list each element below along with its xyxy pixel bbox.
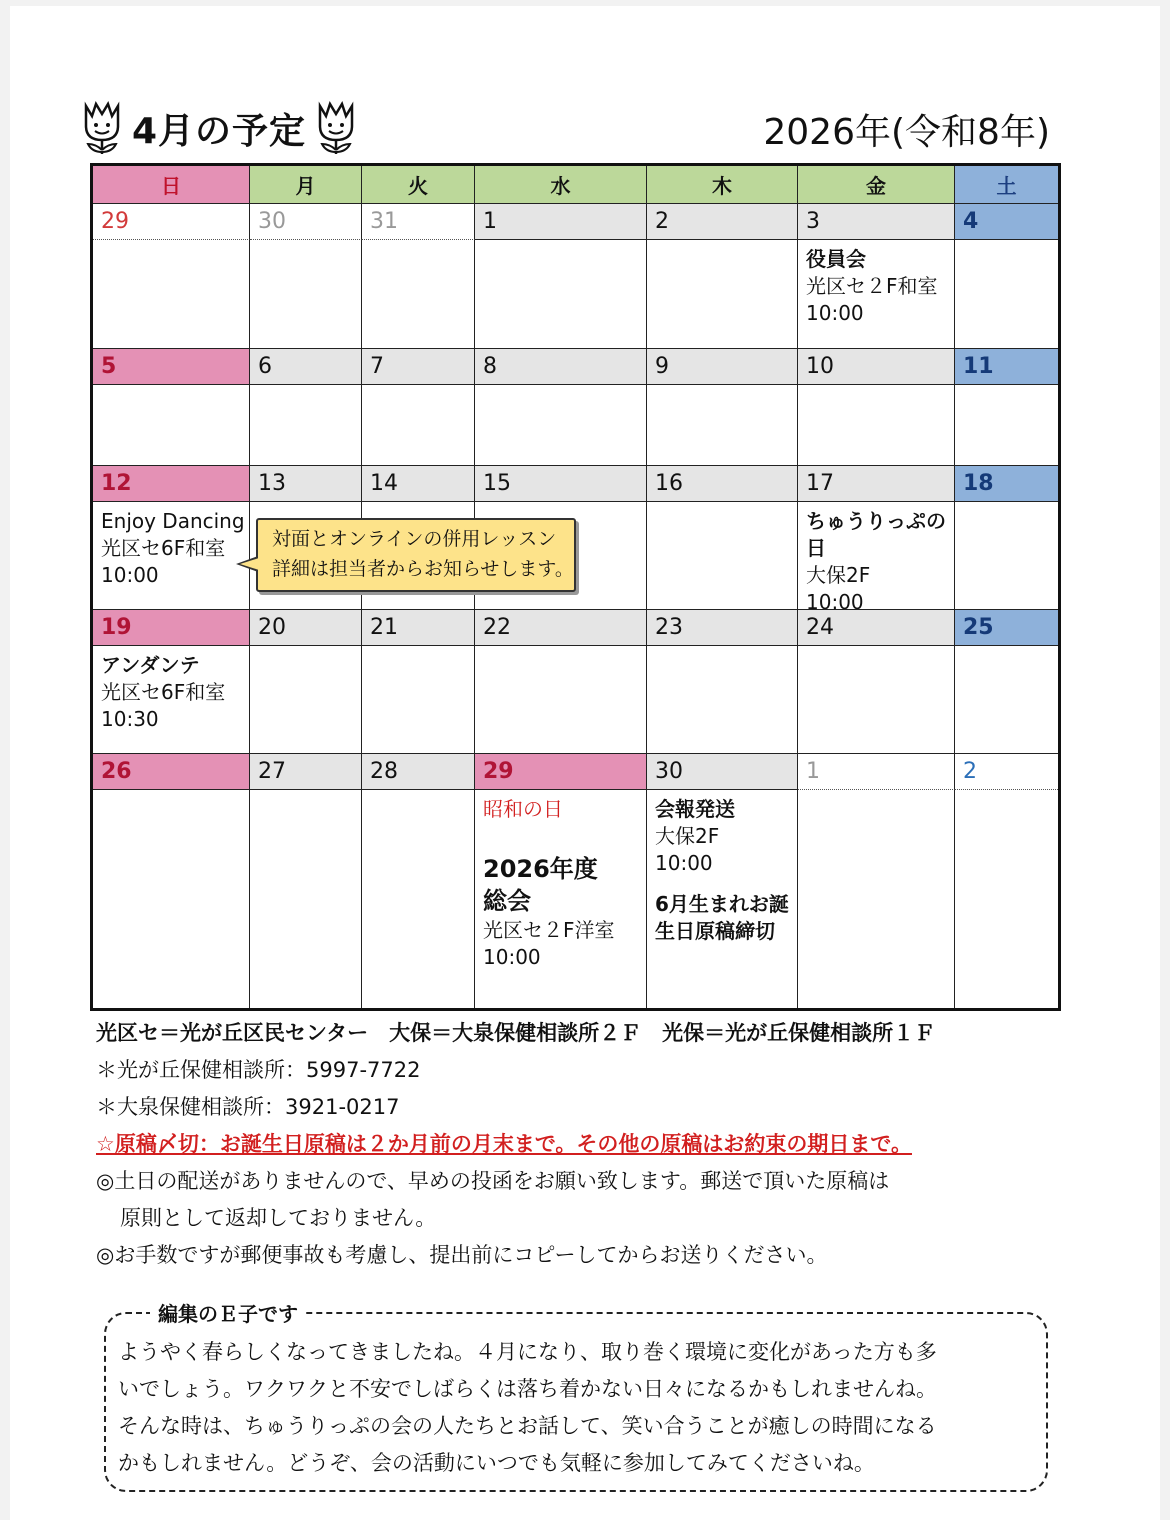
event-cell — [647, 385, 798, 466]
event-note: 生日原稿締切 — [655, 919, 775, 943]
date-cell: 9 — [647, 349, 798, 385]
date-cell: 21 — [362, 610, 475, 646]
weekday-header-wed: 水 — [475, 166, 647, 204]
editor-title: 編集のＥ子です — [150, 1298, 306, 1327]
event-cell — [475, 790, 647, 1008]
tulip-icon — [314, 100, 358, 156]
weekday-header-mon: 月 — [250, 166, 362, 204]
callout-line: 詳細は担当者からお知らせします。 — [272, 558, 574, 580]
editor-line: かもしれません。どうぞ、会の活動にいつでも気軽に参加してみてくださいね。 — [118, 1451, 875, 1475]
event-cell — [955, 385, 1058, 466]
date-cell: 1 — [475, 204, 647, 240]
date-cell: 17 — [798, 466, 955, 502]
tulip-icon — [80, 100, 124, 156]
event-cell — [647, 240, 798, 349]
date-cell: 5 — [93, 349, 250, 385]
date-cell: 15 — [475, 466, 647, 502]
event-place: 光区セ6F和室 — [101, 536, 226, 560]
page-title: 4月の予定 — [132, 110, 307, 152]
event-time: 10:00 — [101, 563, 159, 587]
weekday-header-thu: 木 — [647, 166, 798, 204]
event-cell — [250, 385, 362, 466]
event-cell — [647, 502, 798, 610]
event-cell — [798, 502, 955, 610]
event-cell — [798, 646, 955, 754]
event-place: 光区セ２F和室 — [806, 274, 938, 298]
event-cell — [362, 646, 475, 754]
phone-note: ＊大泉保健相談所：3921-0217 — [96, 1095, 400, 1119]
lesson-callout — [256, 518, 576, 592]
date-cell: 19 — [93, 610, 250, 646]
date-cell: 10 — [798, 349, 955, 385]
date-cell: 3 — [798, 204, 955, 240]
date-cell: 29 — [93, 204, 250, 240]
date-cell: 30 — [647, 754, 798, 790]
date-cell: 23 — [647, 610, 798, 646]
deadline-note: ☆原稿〆切：お誕生日原稿は２か月前の月末まで。その他の原稿はお約束の期日まで。 — [96, 1132, 912, 1156]
event-name: 2026年度 — [483, 855, 598, 883]
editor-line: いでしょう。ワクワクと不安でしばらくは落ち着かない日々になるかもしれませんね。 — [118, 1377, 937, 1401]
event-place: 大保2F — [655, 824, 720, 848]
date-cell: 31 — [362, 204, 475, 240]
date-cell: 22 — [475, 610, 647, 646]
event-cell — [93, 385, 250, 466]
mail-note: ◎土日の配送がありませんので、早めの投函をお願い致します。郵送で頂いた原稿は — [96, 1169, 890, 1193]
event-cell — [955, 240, 1058, 349]
event-cell — [798, 790, 955, 1008]
date-cell: 28 — [362, 754, 475, 790]
event-place: 光区セ6F和室 — [101, 680, 226, 704]
event-cell — [93, 790, 250, 1008]
date-cell: 30 — [250, 204, 362, 240]
event-time: 10:00 — [806, 590, 864, 610]
event-name: ちゅうりっぷの日 — [806, 509, 946, 560]
date-cell: 2 — [647, 204, 798, 240]
event-cell — [250, 240, 362, 349]
event-cell — [362, 790, 475, 1008]
date-cell: 18 — [955, 466, 1058, 502]
weekday-header-sat: 土 — [955, 166, 1058, 204]
editor-box — [104, 1312, 1048, 1492]
event-cell — [647, 646, 798, 754]
event-cell — [93, 502, 250, 610]
event-cell — [362, 240, 475, 349]
event-cell — [93, 240, 250, 349]
date-cell: 7 — [362, 349, 475, 385]
weekday-header-sun: 日 — [93, 166, 250, 204]
phone-note: ＊光が丘保健相談所：5997-7722 — [96, 1058, 421, 1082]
event-cell — [798, 240, 955, 349]
event-place: 大保2F — [806, 563, 871, 587]
weekday-header-tue: 火 — [362, 166, 475, 204]
date-cell: 20 — [250, 610, 362, 646]
date-cell: 11 — [955, 349, 1058, 385]
event-time: 10:00 — [483, 945, 541, 969]
date-cell: 2 — [955, 754, 1058, 790]
event-cell — [475, 240, 647, 349]
date-cell: 8 — [475, 349, 647, 385]
event-place: 光区セ２F洋室 — [483, 918, 615, 942]
date-cell: 29 — [475, 754, 647, 790]
date-cell: 27 — [250, 754, 362, 790]
event-cell — [955, 790, 1058, 1008]
date-cell: 12 — [93, 466, 250, 502]
event-cell — [647, 790, 798, 1008]
date-cell: 24 — [798, 610, 955, 646]
holiday-label: 昭和の日 — [483, 797, 563, 821]
date-cell: 4 — [955, 204, 1058, 240]
event-name-2: 総会 — [483, 887, 531, 915]
event-cell — [955, 502, 1058, 610]
mail-note: 原則として返却しておりません。 — [120, 1206, 437, 1230]
year-label: 2026年(令和8年) — [763, 112, 1050, 153]
abbreviation-note: 光区セ＝光が丘区民センター 大保＝大泉保健相談所２Ｆ 光保＝光が丘保健相談所１Ｆ — [96, 1021, 936, 1045]
editor-line: そんな時は、ちゅうりっぷの会の人たちとお話して、笑い合うことが癒しの時間になる — [118, 1414, 937, 1438]
event-cell — [93, 646, 250, 754]
event-name: 役員会 — [806, 247, 866, 271]
event-cell — [475, 646, 647, 754]
event-time: 10:00 — [806, 301, 864, 325]
date-cell: 1 — [798, 754, 955, 790]
date-cell: 26 — [93, 754, 250, 790]
date-cell: 25 — [955, 610, 1058, 646]
date-cell: 14 — [362, 466, 475, 502]
event-name: アンダンテ — [101, 653, 200, 677]
editor-line: ようやく春らしくなってきましたね。４月になり、取り巻く環境に変化があった方も多 — [118, 1340, 937, 1364]
event-cell — [250, 790, 362, 1008]
event-time: 10:00 — [655, 851, 713, 875]
event-time: 10:30 — [101, 707, 159, 731]
event-name: 会報発送 — [655, 797, 735, 821]
event-cell — [250, 646, 362, 754]
event-cell — [475, 385, 647, 466]
copy-note: ◎お手数ですが郵便事故も考慮し、提出前にコピーしてからお送りください。 — [96, 1243, 828, 1267]
date-cell: 16 — [647, 466, 798, 502]
title-row — [80, 98, 358, 158]
event-name: Enjoy Dancing — [101, 509, 245, 533]
date-cell: 13 — [250, 466, 362, 502]
event-note: 6月生まれお誕 — [655, 892, 789, 916]
event-cell — [798, 385, 955, 466]
callout-line: 対面とオンラインの併用レッスン — [272, 528, 557, 550]
event-cell — [955, 646, 1058, 754]
event-cell — [362, 385, 475, 466]
weekday-header-fri: 金 — [798, 166, 955, 204]
notes-section — [96, 1015, 935, 1274]
date-cell: 6 — [250, 349, 362, 385]
